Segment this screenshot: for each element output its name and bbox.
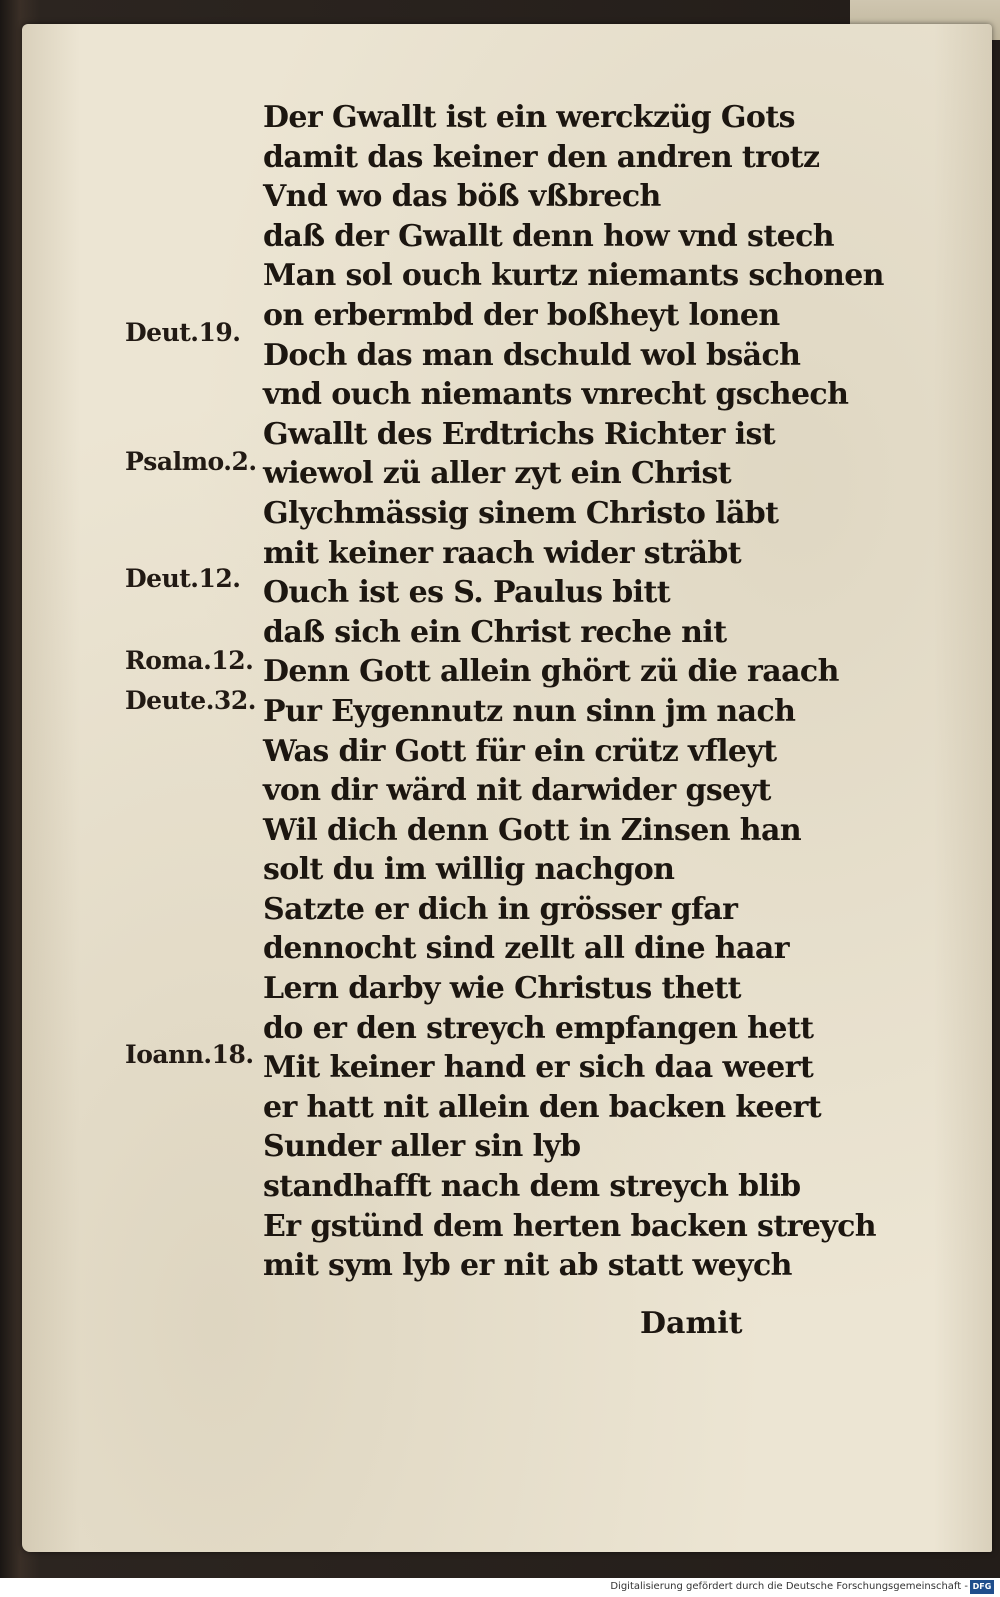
verse-line: vnd ouch niemants vnrecht gschech	[263, 377, 849, 413]
footer-credit: Digitalisierung gefördert durch die Deutsche Forschungsgemeinschaft -	[610, 1581, 968, 1592]
verse-line: Er gstünd dem herten backen streych	[263, 1208, 876, 1244]
verse-line: wiewol zü aller zyt ein Christ	[263, 456, 731, 492]
verse-line: solt du im willig nachgon	[263, 852, 675, 888]
verse-line: mit keiner raach wider sträbt	[263, 535, 742, 571]
verse-line: Doch das man dschuld wol bsäch	[263, 337, 801, 373]
verse-line: er hatt nit allein den backen keert	[263, 1089, 821, 1125]
verse-line: Pur Eygennutz nun sinn jm nach	[263, 693, 796, 729]
margin-note-ioann-18: Ioann.18.	[125, 1040, 254, 1069]
verse-line: Gwallt des Erdtrichs Richter ist	[263, 416, 776, 452]
verse-line: Vnd wo das böß vßbrech	[263, 179, 661, 215]
verse-line: Satzte er dich in grösser gfar	[263, 891, 738, 927]
verse-line: on erbermbd der boßheyt lonen	[263, 297, 780, 333]
margin-note-deut-19: Deut.19.	[125, 318, 241, 347]
verse-line: daß sich ein Christ reche nit	[263, 614, 727, 650]
verse-line: Wil dich denn Gott in Zinsen han	[263, 812, 802, 848]
margin-note-roma-12: Roma.12.	[125, 646, 254, 675]
margin-note-deut-12: Deut.12.	[125, 564, 241, 593]
dfg-logo-icon: DFG	[970, 1580, 994, 1594]
verse-line: damit das keiner den andren trotz	[263, 139, 820, 175]
verse-line: Mit keiner hand er sich daa weert	[263, 1050, 814, 1086]
verse-line: Der Gwallt ist ein werckzüg Gots	[263, 100, 795, 135]
verse-line: Was dir Gott für ein crütz vfleyt	[263, 733, 777, 769]
verse-line: dennocht sind zellt all dine haar	[263, 931, 789, 967]
verse-line: standhafft nach dem streych blib	[263, 1169, 801, 1205]
verse-line: Lern darby wie Christus thett	[263, 971, 741, 1007]
verse-line: Ouch ist es S. Paulus bitt	[263, 575, 670, 611]
verse-line: von dir wärd nit darwider gseyt	[263, 773, 771, 809]
verse-line: Glychmässig sinem Christo läbt	[263, 495, 779, 531]
catchword: Damit	[640, 1306, 743, 1341]
verse-line: Sunder aller sin lyb	[263, 1129, 581, 1165]
verse-line: daß der Gwallt denn how vnd stech	[263, 218, 834, 254]
verse-text-block	[263, 98, 903, 1286]
verse-line: Man sol ouch kurtz niemants schonen	[263, 258, 884, 294]
verse-line: do er den streych empfangen hett	[263, 1010, 814, 1046]
verse-line: Denn Gott allein ghört zü die raach	[263, 654, 839, 690]
verse-line: mit sym lyb er nit ab statt weych	[263, 1248, 792, 1284]
margin-note-psalmo-2: Psalmo.2.	[125, 447, 257, 476]
margin-note-deute-32: Deute.32.	[125, 686, 256, 715]
